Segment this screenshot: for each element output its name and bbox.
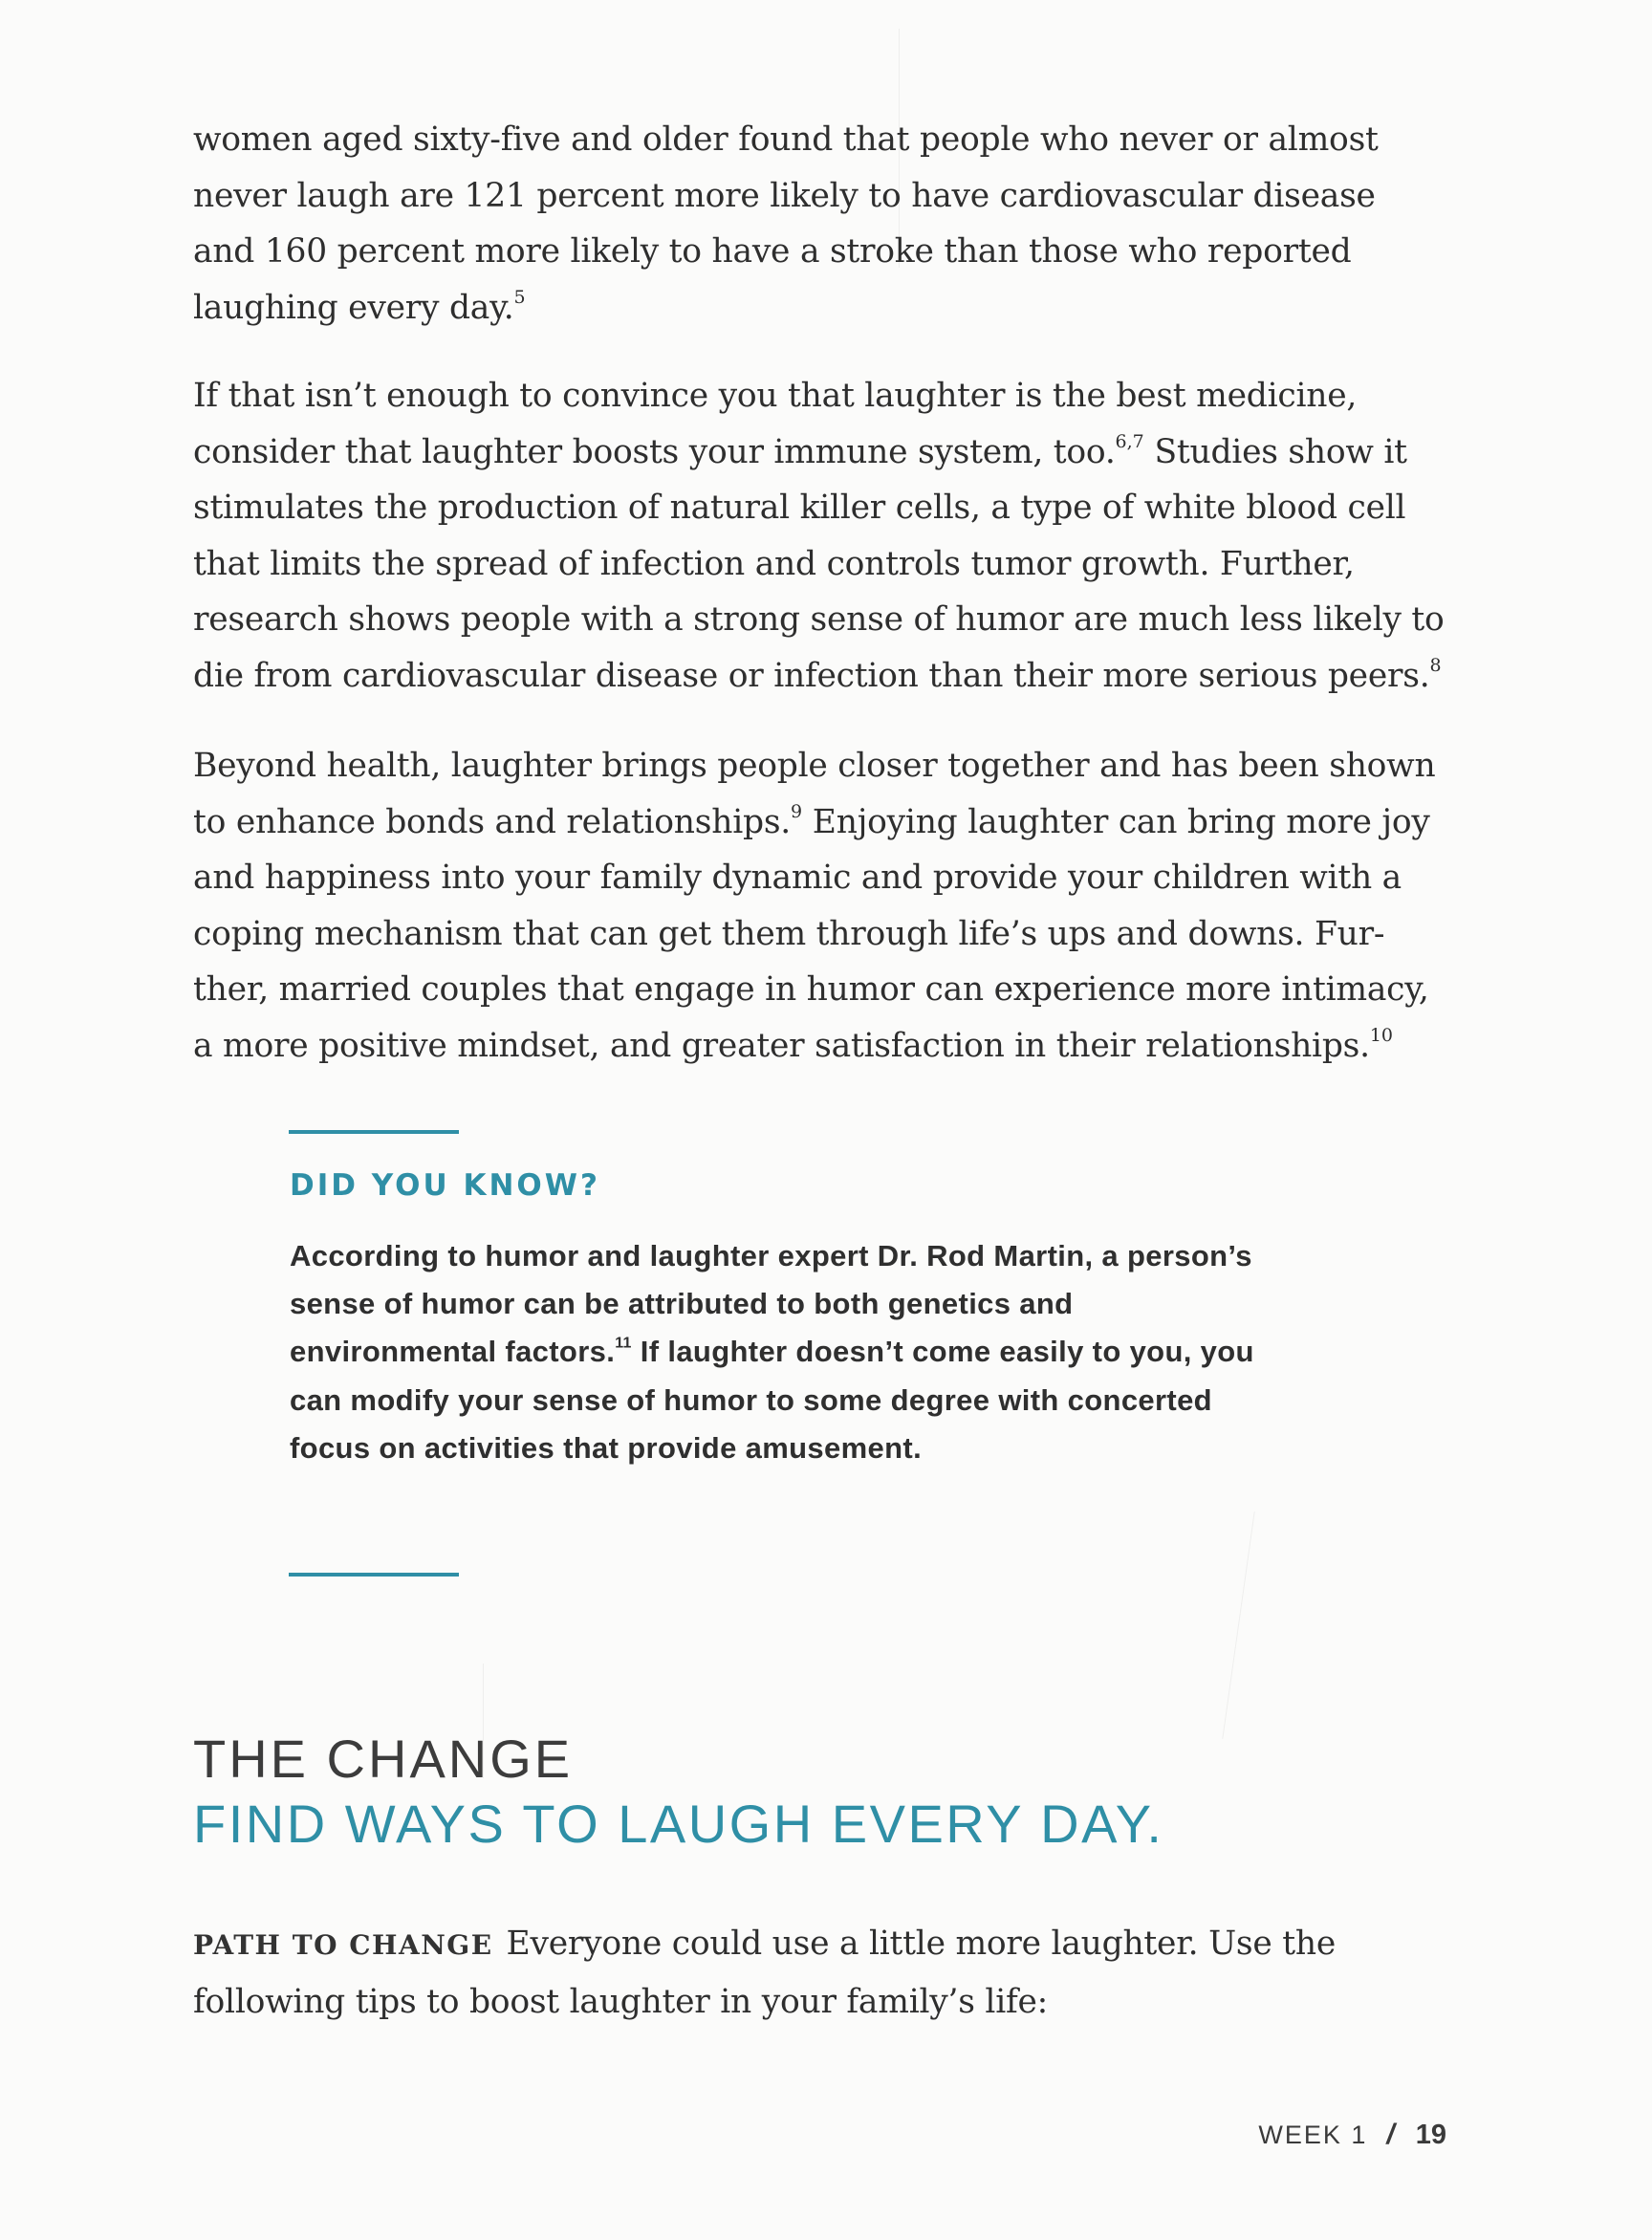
paragraph-text: Studies show it stimulates the production of natural killer cells, a type of white blood cell that limits the spread of infection and controls tumor growth. Further, research shows people with a strong sense of humor are much less likely to die from cardiovascular disease or infection than their more serious peers. bbox=[193, 432, 1445, 695]
sidebar-top-rule bbox=[289, 1130, 459, 1134]
footnote-ref: 10 bbox=[1369, 1024, 1394, 1046]
sidebar-bottom-rule bbox=[289, 1573, 459, 1577]
footer-separator: / bbox=[1386, 2119, 1397, 2150]
footnote-ref: 8 bbox=[1429, 654, 1442, 676]
did-you-know-heading: DID YOU KNOW? bbox=[290, 1168, 600, 1203]
body-paragraph-2 bbox=[193, 368, 1446, 705]
section-subtitle: FIND WAYS TO LAUGH EVERY DAY. bbox=[193, 1794, 1164, 1854]
sidebar-text: According to humor and laughter expert Dr. Rod Martin, a person’s sense of humor can be attributed to both genetics and environmental factors. bbox=[290, 1239, 1252, 1369]
paragraph-text: Beyond health, laughter brings people closer together and has been shown to enhance bonds and relationships. bbox=[193, 747, 1436, 841]
footnote-ref: 6,7 bbox=[1115, 430, 1144, 452]
paragraph-text: Enjoying laughter can bring more joy and happiness into your family dynamic and provide your children with a coping mechanism that can get them through life’s ups and downs. Further, married couples that engage in humor can experience more intimacy, a more positive mindset, and greater satisfaction in their relationships. bbox=[193, 802, 1430, 1065]
did-you-know-text bbox=[290, 1232, 1265, 1472]
paragraph-text: women aged sixty-five and older found that people who never or almost never laugh are 121 percent more likely to have cardiovascular disease and 160 percent more likely to have a stroke than those who reported laughing every day. bbox=[193, 120, 1379, 327]
body-paragraph-3 bbox=[193, 738, 1446, 1075]
section-title: THE CHANGE bbox=[193, 1729, 574, 1789]
paragraph-text: If that isn’t enough to convince you that laughter is the best medicine, consider that laughter boosts your immune system, too. bbox=[193, 377, 1358, 471]
page-number: 19 bbox=[1415, 2120, 1446, 2150]
scan-artifact bbox=[1222, 1511, 1254, 1739]
path-to-change-paragraph bbox=[193, 1916, 1446, 2030]
footnote-ref: 11 bbox=[615, 1336, 632, 1353]
footnote-ref: 5 bbox=[513, 286, 526, 308]
week-label: WEEK 1 bbox=[1258, 2120, 1368, 2149]
sidebar-text: If laughter doesn’t come easily to you, you can modify your sense of humor to some degree with concerted focus on activities that provide amusement. bbox=[290, 1335, 1254, 1465]
path-to-change-text: Everyone could use a little more laughter. Use the following tips to boost laughter in your family’s life: bbox=[193, 1925, 1337, 2021]
page-footer bbox=[1258, 2119, 1446, 2151]
footnote-ref: 9 bbox=[791, 800, 803, 822]
body-paragraph-1 bbox=[193, 112, 1446, 336]
path-to-change-label: PATH TO CHANGE bbox=[193, 1929, 493, 1961]
